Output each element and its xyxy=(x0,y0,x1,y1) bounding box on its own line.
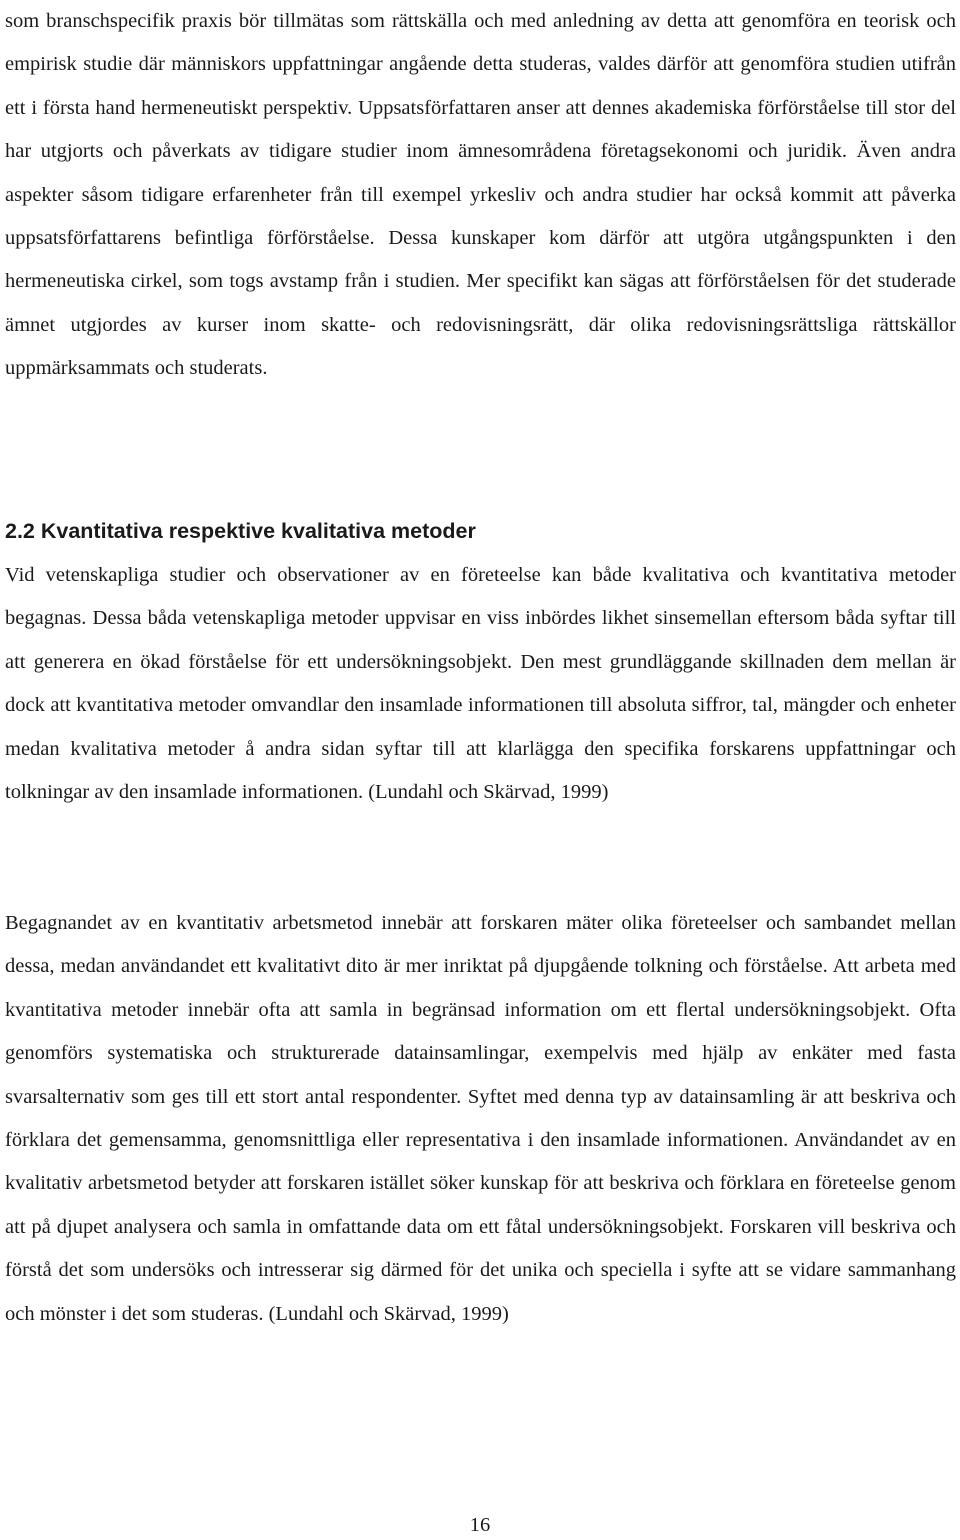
body-paragraph-hermeneutic: som branschspecifik praxis bör tillmätas som rättskälla och med anledning av detta att genomföra en teorisk och empirisk studie där människors uppfattningar angående detta studeras, valdes därför att genomföra studien utifrån ett i första hand hermeneutiskt perspektiv. Uppsatsförfattaren anser att dennes akademiska förförståelse till stor del har utgjorts och påverkats av tidigare studier inom ämnesområdena företagsekonomi och juridik. Även andra aspekter såsom tidigare erfarenheter från till exempel yrkesliv och andra studier har också kommit att påverka uppsatsförfattarens befintliga förförståelse. Dessa kunskaper kom därför att utgöra utgångspunkten i den hermeneutiska cirkel, som togs avstamp från i studien. Mer specifikt kan sägas att förförståelsen för det studerade ämnet utgjordes av kurser inom skatte- och redovisningsrätt, där olika redovisningsrättsliga rättskällor uppmärksammats och studerats. xyxy=(5,10,956,380)
body-paragraph-methods: Vid vetenskapliga studier och observationer av en företeelse kan både kvalitativa och kvantitativa metoder begagnas. Dessa båda vetenskapliga metoder uppvisar en viss inbördes likhet sinsemellan eftersom båda syftar till att generera en ökad förståelse för ett undersökningsobjekt. Den mest grundläggande skillnaden dem mellan är dock att kvantitativa metoder omvandlar den insamlade informationen till absoluta siffror, tal, mängder och enheter medan kvalitativa metoder å andra sidan syftar till att klarlägga den specifika forskarens uppfattningar och tolkningar av den insamlade informationen. (Lundahl och Skärvad, 1999) xyxy=(5,564,956,804)
body-paragraph-quantitative-qualitative: Begagnandet av en kvantitativ arbetsmetod innebär att forskaren mäter olika företeelser och sambandet mellan dessa, medan användandet ett kvalitativt dito är mer inriktat på djupgående tolkning och förståelse. Att arbeta med kvantitativa metoder innebär ofta att samla in begränsad information om ett flertal undersökningsobjekt. Ofta genomförs systematiska och strukturerade datainsamlingar, exempelvis med hjälp av enkäter med fasta svarsalternativ som ges till ett stort antal respondenter. Syftet med denna typ av datainsamling är att beskriva och förklara det gemensamma, genomsnittliga eller representativa i den insamlade informationen. Användandet av en kvalitativ arbetsmetod betyder att forskaren istället söker kunskap för att beskriva och förklara en företeelse genom att på djupet analysera och samla in omfattande data om ett fåtal undersökningsobjekt. Forskaren vill beskriva och förstå det som undersöks och intresserar sig därmed för det unika och speciella i syfte att se vidare sammanhang och mönster i det som studeras. (Lundahl och Skärvad, 1999) xyxy=(5,912,956,1325)
section-heading: 2.2 Kvantitativa respektive kvalitativa metoder xyxy=(5,519,476,543)
page-number: 16 xyxy=(469,1514,491,1536)
